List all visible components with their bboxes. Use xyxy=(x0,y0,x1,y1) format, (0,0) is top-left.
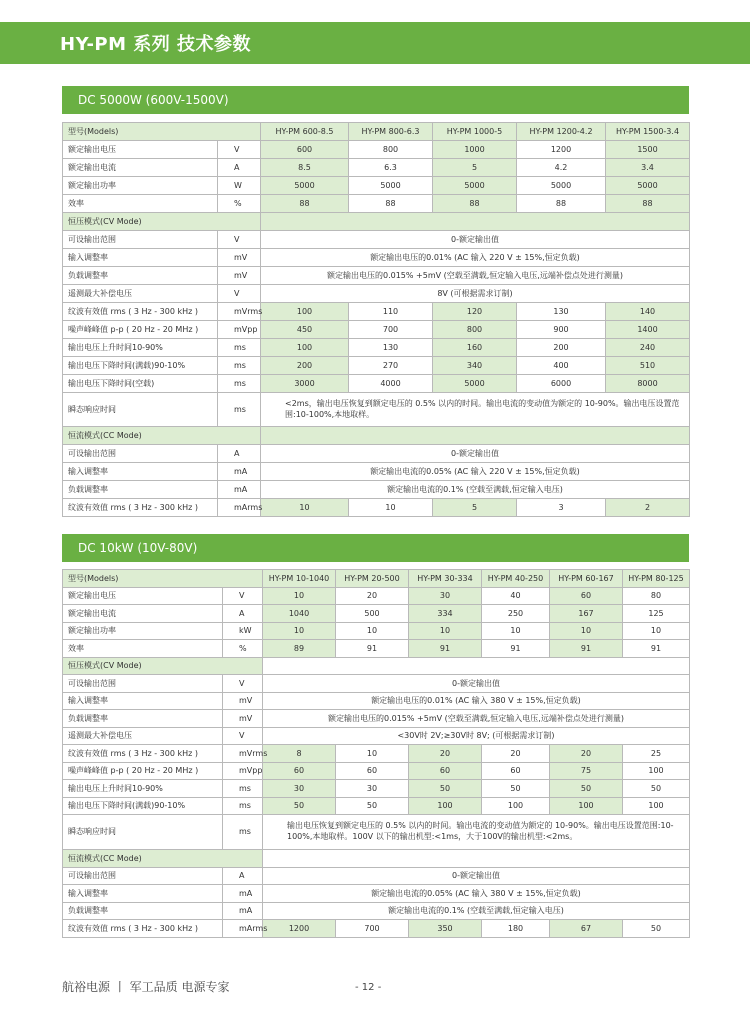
table-row xyxy=(63,141,690,159)
value-cell: 30 xyxy=(336,780,409,798)
value-cell: 1040 xyxy=(263,605,336,623)
table-row xyxy=(63,303,690,321)
param-label: 遥测最大补偿电压 xyxy=(63,727,223,745)
param-label: 可设输出范围 xyxy=(63,867,223,885)
param-label: 输出电压上升时间10-90% xyxy=(63,780,223,798)
param-label: 负载调整率 xyxy=(63,267,218,285)
model-name: HY-PM 1000-5 xyxy=(433,123,517,141)
value-cell: 3.4 xyxy=(606,159,690,177)
table-row xyxy=(63,177,690,195)
table-row xyxy=(63,463,690,481)
table-row xyxy=(63,357,690,375)
page-number: - 12 - xyxy=(355,982,382,993)
value-cell: 4000 xyxy=(349,375,433,393)
models-label: 型号(Models) xyxy=(63,570,263,588)
value-cell: 20 xyxy=(336,587,409,605)
table-row xyxy=(63,762,690,780)
value-cell: 3 xyxy=(517,499,606,517)
value-cell: 4.2 xyxy=(517,159,606,177)
param-unit: ms xyxy=(223,780,263,798)
value-cell: 91 xyxy=(409,640,482,658)
value-cell: 1400 xyxy=(606,321,690,339)
value-cell: 8000 xyxy=(606,375,690,393)
param-label: 遥测最大补偿电压 xyxy=(63,285,218,303)
value-cell: 100 xyxy=(550,797,623,815)
value-cell: 88 xyxy=(349,195,433,213)
value-cell: 30 xyxy=(409,587,482,605)
value-cell: 900 xyxy=(517,321,606,339)
value-cell: 5000 xyxy=(606,177,690,195)
value-cell: 200 xyxy=(261,357,349,375)
value-cell: 200 xyxy=(517,339,606,357)
table-row xyxy=(63,920,690,938)
value-cell: 510 xyxy=(606,357,690,375)
value-cell: 5000 xyxy=(433,375,517,393)
param-label: 瞬态响应时间 xyxy=(63,815,223,850)
value-cell: 167 xyxy=(550,605,623,623)
value-cell: 20 xyxy=(482,745,550,763)
value-cell: 88 xyxy=(261,195,349,213)
value-cell: 5000 xyxy=(517,177,606,195)
mode-label: 恒流模式(CC Mode) xyxy=(63,427,261,445)
spec-table-dc-10kw xyxy=(62,569,690,938)
value-cell: 88 xyxy=(433,195,517,213)
models-label: 型号(Models) xyxy=(63,123,261,141)
value-cell: 10 xyxy=(336,622,409,640)
value-cell: 67 xyxy=(550,920,623,938)
section-title-dc-10kw xyxy=(62,534,689,562)
param-label: 纹波有效值 rms ( 3 Hz - 300 kHz ) xyxy=(63,745,223,763)
spanning-value: 额定输出电压的0.01% (AC 输入 220 V ± 15%,恒定负载) xyxy=(261,249,690,267)
spanning-value: 输出电压恢复到额定电压的 0.5% 以内的时间。输出电流的变动值为额定的 10-90%。输出电压设置范围:10-100%,本地取样。100V 以下的输出机型:<1ms，大于100V的输出机型:<2ms。 xyxy=(263,815,690,850)
param-unit: mVrms xyxy=(223,745,263,763)
value-cell: 20 xyxy=(550,745,623,763)
param-unit: mA xyxy=(223,885,263,903)
param-label: 负载调整率 xyxy=(63,710,223,728)
param-unit: ms xyxy=(218,375,261,393)
value-cell: 8 xyxy=(263,745,336,763)
param-label: 额定输出电流 xyxy=(63,605,223,623)
value-cell: 10 xyxy=(263,587,336,605)
param-unit: V xyxy=(218,231,261,249)
value-cell: 60 xyxy=(482,762,550,780)
table-row xyxy=(63,285,690,303)
param-unit: mV xyxy=(223,710,263,728)
page-header xyxy=(0,22,750,64)
param-label: 效率 xyxy=(63,640,223,658)
value-cell: 91 xyxy=(550,640,623,658)
param-label: 纹波有效值 rms ( 3 Hz - 300 kHz ) xyxy=(63,920,223,938)
value-cell: 91 xyxy=(623,640,690,658)
table-row xyxy=(63,815,690,850)
spanning-value: 额定输出电流的0.1% (空载至满载,恒定输入电压) xyxy=(261,481,690,499)
spanning-value: 额定输出电压的0.015% +5mV (空载至满载,恒定输入电压,远端补偿点处进行测量) xyxy=(261,267,690,285)
value-cell: 350 xyxy=(409,920,482,938)
value-cell: 10 xyxy=(263,622,336,640)
value-cell: 450 xyxy=(261,321,349,339)
mode-subheader-row xyxy=(63,657,690,675)
model-name: HY-PM 800-6.3 xyxy=(349,123,433,141)
spanning-value: 额定输出电流的0.05% (AC 输入 220 V ± 15%,恒定负载) xyxy=(261,463,690,481)
value-cell: 10 xyxy=(261,499,349,517)
param-unit: mVpp xyxy=(223,762,263,780)
value-cell: 50 xyxy=(623,780,690,798)
value-cell: 130 xyxy=(517,303,606,321)
param-unit: ms xyxy=(218,339,261,357)
spanning-value: <2ms，输出电压恢复到额定电压的 0.5% 以内的时间。输出电流的变动值为额定的 10-90%。输出电压设置范围:10-100%,本地取样。 xyxy=(261,393,690,427)
table-row xyxy=(63,902,690,920)
table-header-row xyxy=(63,123,690,141)
mode-label: 恒流模式(CC Mode) xyxy=(63,850,263,868)
param-label: 输出电压下降时间(满载)90-10% xyxy=(63,797,223,815)
value-cell: 800 xyxy=(349,141,433,159)
model-name: HY-PM 1200-4.2 xyxy=(517,123,606,141)
model-name: HY-PM 80-125 xyxy=(623,570,690,588)
value-cell: 100 xyxy=(623,797,690,815)
param-label: 可设输出范围 xyxy=(63,675,223,693)
table-row xyxy=(63,605,690,623)
value-cell: 120 xyxy=(433,303,517,321)
table-row xyxy=(63,710,690,728)
table-row xyxy=(63,867,690,885)
value-cell: 20 xyxy=(409,745,482,763)
value-cell: 180 xyxy=(482,920,550,938)
param-label: 可设输出范围 xyxy=(63,445,218,463)
table-row xyxy=(63,321,690,339)
table-row xyxy=(63,231,690,249)
value-cell: 60 xyxy=(550,587,623,605)
table-row xyxy=(63,797,690,815)
table-row xyxy=(63,692,690,710)
value-cell: 60 xyxy=(263,762,336,780)
table-row xyxy=(63,745,690,763)
param-unit: % xyxy=(223,640,263,658)
param-unit: A xyxy=(218,159,261,177)
value-cell: 100 xyxy=(482,797,550,815)
model-name: HY-PM 60-167 xyxy=(550,570,623,588)
value-cell: 50 xyxy=(482,780,550,798)
param-unit: ms xyxy=(223,797,263,815)
value-cell: 5000 xyxy=(261,177,349,195)
value-cell: 5000 xyxy=(433,177,517,195)
table-row xyxy=(63,587,690,605)
param-unit: V xyxy=(218,285,261,303)
value-cell: 50 xyxy=(336,797,409,815)
value-cell: 1000 xyxy=(433,141,517,159)
param-label: 效率 xyxy=(63,195,218,213)
param-label: 纹波有效值 rms ( 3 Hz - 300 kHz ) xyxy=(63,499,218,517)
param-unit: V xyxy=(223,675,263,693)
table-row xyxy=(63,195,690,213)
value-cell: 91 xyxy=(336,640,409,658)
value-cell: 140 xyxy=(606,303,690,321)
model-name: HY-PM 40-250 xyxy=(482,570,550,588)
value-cell: 240 xyxy=(606,339,690,357)
spanning-value: 8V (可根据需求订制) xyxy=(261,285,690,303)
value-cell: 100 xyxy=(261,339,349,357)
table-row xyxy=(63,339,690,357)
param-unit: mA xyxy=(223,902,263,920)
mode-label: 恒压模式(CV Mode) xyxy=(63,213,261,231)
value-cell: 3000 xyxy=(261,375,349,393)
section-title-text: DC 5000W (600V-1500V) xyxy=(78,93,229,107)
blank-cell xyxy=(263,657,690,675)
spanning-value: 0-额定输出值 xyxy=(263,867,690,885)
value-cell: 110 xyxy=(349,303,433,321)
table-row xyxy=(63,622,690,640)
param-unit: mVpp xyxy=(218,321,261,339)
value-cell: 100 xyxy=(409,797,482,815)
param-unit: A xyxy=(223,605,263,623)
value-cell: 75 xyxy=(550,762,623,780)
value-cell: 91 xyxy=(482,640,550,658)
value-cell: 125 xyxy=(623,605,690,623)
value-cell: 25 xyxy=(623,745,690,763)
spanning-value: <30V时 2V;≥30V时 8V; (可根据需求订制) xyxy=(263,727,690,745)
value-cell: 270 xyxy=(349,357,433,375)
param-label: 输入调整率 xyxy=(63,885,223,903)
value-cell: 10 xyxy=(409,622,482,640)
param-unit: % xyxy=(218,195,261,213)
value-cell: 100 xyxy=(261,303,349,321)
table-row xyxy=(63,267,690,285)
value-cell: 10 xyxy=(336,745,409,763)
value-cell: 50 xyxy=(409,780,482,798)
param-label: 输出电压上升时间10-90% xyxy=(63,339,218,357)
value-cell: 6.3 xyxy=(349,159,433,177)
value-cell: 1500 xyxy=(606,141,690,159)
param-label: 纹波有效值 rms ( 3 Hz - 300 kHz ) xyxy=(63,303,218,321)
value-cell: 1200 xyxy=(263,920,336,938)
param-unit: mA xyxy=(218,463,261,481)
table-row xyxy=(63,481,690,499)
param-unit: ms xyxy=(223,815,263,850)
blank-cell xyxy=(263,850,690,868)
value-cell: 5 xyxy=(433,159,517,177)
param-unit: mArms xyxy=(218,499,261,517)
spanning-value: 0-额定输出值 xyxy=(261,445,690,463)
param-unit: mArms xyxy=(223,920,263,938)
value-cell: 50 xyxy=(623,920,690,938)
value-cell: 400 xyxy=(517,357,606,375)
param-unit: mA xyxy=(218,481,261,499)
param-unit: mV xyxy=(218,267,261,285)
param-label: 额定输出电压 xyxy=(63,587,223,605)
param-label: 额定输出电流 xyxy=(63,159,218,177)
param-label: 输入调整率 xyxy=(63,249,218,267)
value-cell: 50 xyxy=(550,780,623,798)
value-cell: 5 xyxy=(433,499,517,517)
param-unit: A xyxy=(218,445,261,463)
footer-brand: 航裕电源 丨 军工品质 电源专家 xyxy=(62,980,230,994)
param-label: 输出电压下降时间(空载) xyxy=(63,375,218,393)
param-unit: ms xyxy=(218,393,261,427)
blank-cell xyxy=(261,427,690,445)
section-title-text: DC 10kW (10V-80V) xyxy=(78,541,198,555)
table-row xyxy=(63,445,690,463)
model-name: HY-PM 20-500 xyxy=(336,570,409,588)
value-cell: 10 xyxy=(482,622,550,640)
table-row xyxy=(63,249,690,267)
param-unit: V xyxy=(218,141,261,159)
page-title: HY-PM 系列 技术参数 xyxy=(60,34,252,55)
value-cell: 30 xyxy=(263,780,336,798)
param-label: 噪声峰峰值 p-p ( 20 Hz - 20 MHz ) xyxy=(63,321,218,339)
value-cell: 6000 xyxy=(517,375,606,393)
value-cell: 130 xyxy=(349,339,433,357)
mode-subheader-row xyxy=(63,850,690,868)
param-unit: W xyxy=(218,177,261,195)
param-label: 负载调整率 xyxy=(63,902,223,920)
value-cell: 800 xyxy=(433,321,517,339)
table-row xyxy=(63,727,690,745)
param-label: 瞬态响应时间 xyxy=(63,393,218,427)
value-cell: 40 xyxy=(482,587,550,605)
value-cell: 10 xyxy=(349,499,433,517)
spec-table-dc-5000w xyxy=(62,122,690,517)
value-cell: 50 xyxy=(263,797,336,815)
value-cell: 250 xyxy=(482,605,550,623)
param-unit: V xyxy=(223,727,263,745)
param-unit: A xyxy=(223,867,263,885)
value-cell: 88 xyxy=(606,195,690,213)
value-cell: 340 xyxy=(433,357,517,375)
param-label: 负载调整率 xyxy=(63,481,218,499)
value-cell: 334 xyxy=(409,605,482,623)
mode-subheader-row xyxy=(63,427,690,445)
param-label: 可设输出范围 xyxy=(63,231,218,249)
value-cell: 1200 xyxy=(517,141,606,159)
param-unit: mV xyxy=(223,692,263,710)
value-cell: 10 xyxy=(623,622,690,640)
value-cell: 80 xyxy=(623,587,690,605)
spanning-value: 额定输出电流的0.1% (空载至满载,恒定输入电压) xyxy=(263,902,690,920)
param-unit: V xyxy=(223,587,263,605)
param-label: 输出电压下降时间(满载)90-10% xyxy=(63,357,218,375)
param-label: 额定输出电压 xyxy=(63,141,218,159)
model-name: HY-PM 600-8.5 xyxy=(261,123,349,141)
value-cell: 700 xyxy=(336,920,409,938)
value-cell: 160 xyxy=(433,339,517,357)
param-unit: kW xyxy=(223,622,263,640)
value-cell: 500 xyxy=(336,605,409,623)
value-cell: 60 xyxy=(336,762,409,780)
mode-subheader-row xyxy=(63,213,690,231)
value-cell: 600 xyxy=(261,141,349,159)
value-cell: 60 xyxy=(409,762,482,780)
value-cell: 2 xyxy=(606,499,690,517)
spanning-value: 额定输出电压的0.01% (AC 输入 380 V ± 15%,恒定负载) xyxy=(263,692,690,710)
value-cell: 89 xyxy=(263,640,336,658)
blank-cell xyxy=(261,213,690,231)
param-unit: mVrms xyxy=(218,303,261,321)
value-cell: 100 xyxy=(623,762,690,780)
table-row xyxy=(63,499,690,517)
value-cell: 5000 xyxy=(349,177,433,195)
table-row xyxy=(63,780,690,798)
section-title-dc-5000w xyxy=(62,86,689,114)
table-header-row xyxy=(63,570,690,588)
spanning-value: 0-额定输出值 xyxy=(263,675,690,693)
param-label: 额定输出功率 xyxy=(63,622,223,640)
param-label: 输入调整率 xyxy=(63,692,223,710)
model-name: HY-PM 1500-3.4 xyxy=(606,123,690,141)
value-cell: 8.5 xyxy=(261,159,349,177)
table-row xyxy=(63,640,690,658)
spanning-value: 0-额定输出值 xyxy=(261,231,690,249)
table-row xyxy=(63,675,690,693)
param-label: 输入调整率 xyxy=(63,463,218,481)
table-row xyxy=(63,885,690,903)
value-cell: 88 xyxy=(517,195,606,213)
mode-label: 恒压模式(CV Mode) xyxy=(63,657,263,675)
spanning-value: 额定输出电压的0.015% +5mV (空载至满载,恒定输入电压,远端补偿点处进行测量) xyxy=(263,710,690,728)
model-name: HY-PM 10-1040 xyxy=(263,570,336,588)
param-label: 噪声峰峰值 p-p ( 20 Hz - 20 MHz ) xyxy=(63,762,223,780)
param-label: 额定输出功率 xyxy=(63,177,218,195)
table-row xyxy=(63,159,690,177)
value-cell: 10 xyxy=(550,622,623,640)
param-unit: ms xyxy=(218,357,261,375)
spanning-value: 额定输出电流的0.05% (AC 输入 380 V ± 15%,恒定负载) xyxy=(263,885,690,903)
model-name: HY-PM 30-334 xyxy=(409,570,482,588)
table-row xyxy=(63,375,690,393)
value-cell: 700 xyxy=(349,321,433,339)
table-row xyxy=(63,393,690,427)
param-unit: mV xyxy=(218,249,261,267)
